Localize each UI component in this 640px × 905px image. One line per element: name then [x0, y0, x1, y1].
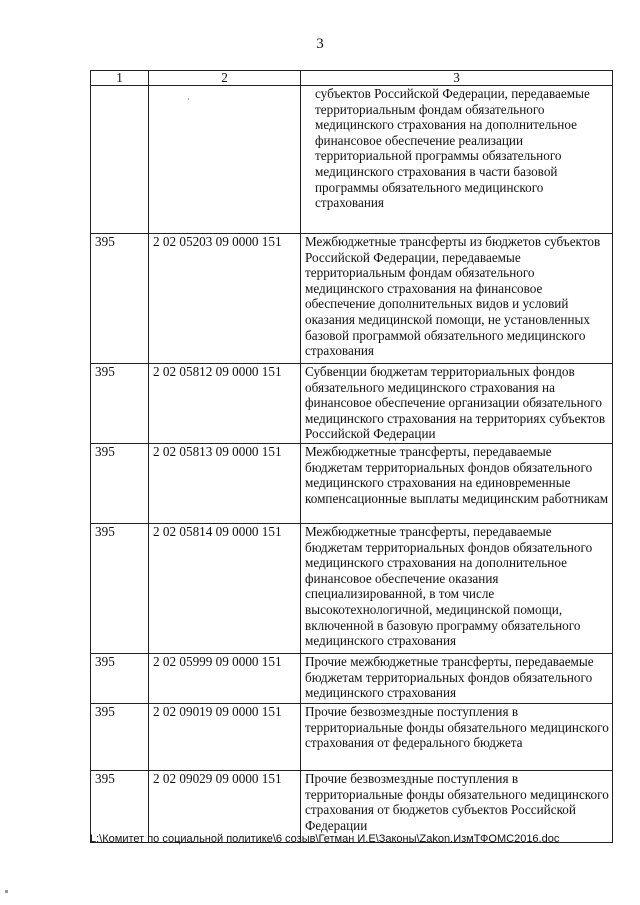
admin-code-cell: [91, 86, 149, 234]
description-cell: Межбюджетные трансферты, передаваемые бюджетам территориальных фондов обязательного медицинского страхования на единовременные компенсационные выплаты медицинским работникам: [301, 444, 613, 524]
column-header-2: 2: [149, 71, 301, 86]
budget-code-cell: 2 02 09019 09 0000 151: [149, 704, 301, 771]
dot-mark: ·: [187, 95, 190, 104]
description-cell: Прочие безвозмездные поступления в территориальные фонды обязательного медицинского страхования от бюджетов субъектов Российской Федерации: [301, 771, 613, 843]
description-cell: Межбюджетные трансферты из бюджетов субъектов Российской Федерации, передаваемые территориальным фондам обязательного медицинского страхования на финансовое обеспечение дополнительных видов и условий оказания медицинской помощи, не установленных базовой программой обязательного медицинского страхования: [301, 234, 613, 364]
admin-code-cell: 395: [91, 234, 149, 364]
description-cell: Межбюджетные трансферты, передаваемые бюджетам территориальных фондов обязательного медицинского страхования на дополнительное финансовое обеспечение оказания специализированной, в том числе высокотехнологичной, медицинской помощи, включенной в базовую программу обязательного медицинского страхования: [301, 524, 613, 654]
table-header-row: [91, 71, 613, 86]
budget-code-cell: 2 02 05813 09 0000 151: [149, 444, 301, 524]
column-header-3: 3: [301, 71, 613, 86]
budget-code-cell: 2 02 05812 09 0000 151: [149, 364, 301, 444]
admin-code-cell: 395: [91, 444, 149, 524]
file-path-footer: L:\Комитет по социальной политике\6 созыв\Гетман И.Е\Законы\Zakon.ИзмТФОМС2016.doc: [90, 833, 560, 845]
table-row: [91, 771, 613, 843]
budget-code-cell: [149, 86, 301, 234]
table-row: [91, 524, 613, 654]
description-cell: Субвенции бюджетам территориальных фондов обязательного медицинского страхования на финансовое обеспечение организации обязательного медицинского страхования на территориях субъектов Российской Федерации: [301, 364, 613, 444]
admin-code-cell: 395: [91, 524, 149, 654]
admin-code-cell: 395: [91, 364, 149, 444]
description-cell: Прочие межбюджетные трансферты, передаваемые бюджетам территориальных фондов обязательного медицинского страхования: [301, 654, 613, 704]
budget-code-cell: 2 02 09029 09 0000 151: [149, 771, 301, 843]
admin-code-cell: 395: [91, 654, 149, 704]
budget-codes-table: [90, 70, 613, 843]
scan-artifact: [5, 890, 8, 893]
budget-code-cell: 2 02 05999 09 0000 151: [149, 654, 301, 704]
table-row: [91, 444, 613, 524]
table-row: [91, 86, 613, 234]
table-row: [91, 234, 613, 364]
column-header-1: 1: [91, 71, 149, 86]
admin-code-cell: 395: [91, 771, 149, 843]
description-cell: субъектов Российской Федерации, передаваемые территориальным фондам обязательного медицинского страхования на дополнительное финансовое обеспечение реализации территориальной программы обязательного медицинского страхования в части базовой программы обязательного медицинского страхования: [301, 86, 613, 234]
table-row: [91, 364, 613, 444]
table-row: [91, 654, 613, 704]
budget-code-cell: 2 02 05814 09 0000 151: [149, 524, 301, 654]
budget-code-cell: 2 02 05203 09 0000 151: [149, 234, 301, 364]
description-cell: Прочие безвозмездные поступления в территориальные фонды обязательного медицинского страхования от федерального бюджета: [301, 704, 613, 771]
table-row: [91, 704, 613, 771]
page-number: 3: [316, 36, 324, 52]
admin-code-cell: 395: [91, 704, 149, 771]
